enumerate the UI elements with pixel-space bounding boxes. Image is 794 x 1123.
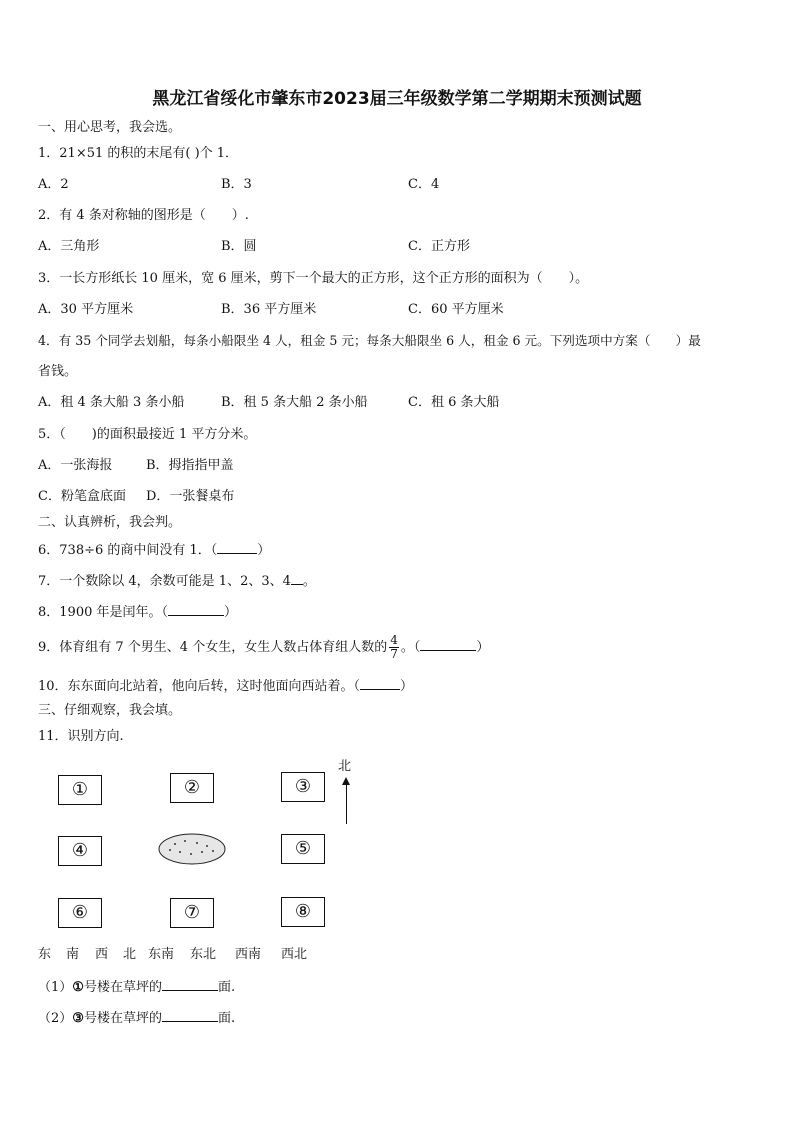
question-9-end: 。（ (400, 640, 421, 655)
question-9 (38, 632, 489, 664)
question-11-stem: 11．识别方向. (38, 729, 124, 744)
sub-question-end: 面. (217, 1011, 236, 1026)
north-label: 北 (338, 759, 352, 774)
section-3-heading: 三、仔细观察，我会填。 (38, 703, 182, 718)
fraction-4-7 (389, 634, 399, 661)
building-box-1: ① (58, 775, 102, 805)
question-2-option-c: C．正方形 (408, 239, 470, 254)
question-5-option-b: B．拇指指甲盖 (146, 458, 234, 473)
question-4-stem-line-1: 4．有 35 个同学去划船，每条小船限坐 4 人，租金 5 元；每条大船限坐 6 人，租金 6 元。下列选项中方案（ ）最 (38, 333, 701, 348)
section-2-heading: 二、认真辨析，我会判。 (38, 515, 182, 530)
direction-word-south: 南 (66, 947, 80, 962)
section-1-heading: 一、用心思考，我会选。 (38, 120, 182, 135)
question-5-stem: 5．（ )的面积最接近 1 平方分米。 (38, 427, 257, 442)
fraction-denominator: 7 (390, 647, 398, 661)
sub-question-number: （2） (38, 1011, 73, 1026)
answer-blank[interactable] (291, 572, 303, 585)
question-1-option-b: B．3 (221, 177, 252, 192)
question-2-option-b: B．圆 (221, 239, 257, 254)
lawn-ellipse (155, 830, 229, 868)
question-6-stem: 6．738÷6 的商中间没有 1．（ (38, 543, 218, 558)
building-box-2: ② (170, 773, 214, 803)
question-1-stem: 1．21×51 的积的末尾有( )个 1． (38, 146, 239, 161)
direction-word-north: 北 (123, 947, 137, 962)
question-1-option-a: A．2 (38, 177, 69, 192)
building-box-5: ⑤ (281, 834, 325, 864)
answer-blank[interactable] (217, 541, 257, 554)
page-title: 黑龙江省绥化市肇东市2023届三年级数学第二学期期末预测试题 (152, 89, 642, 109)
question-4-option-c: C．租 6 条大船 (408, 395, 500, 410)
direction-word-northwest: 西北 (281, 947, 308, 962)
question-4-option-b: B．租 5 条大船 2 条小船 (221, 395, 368, 410)
building-box-4: ④ (58, 836, 102, 866)
question-9-end2: ） (476, 640, 490, 655)
question-10-end: ） (400, 679, 414, 694)
question-3-option-b: B．36 平方厘米 (221, 302, 317, 317)
building-box-7: ⑦ (170, 898, 214, 928)
question-11-sub-1 (38, 978, 235, 996)
question-2-option-a: A．三角形 (38, 239, 100, 254)
question-7 (38, 572, 316, 590)
direction-word-southeast: 东南 (148, 947, 175, 962)
question-6 (38, 541, 270, 559)
question-3-stem: 3．一长方形纸长 10 厘米，宽 6 厘米，剪下一个最大的正方形，这个正方形的面积为（ ）。 (38, 271, 589, 286)
question-6-end: ） (257, 543, 271, 558)
sub-question-text: 号楼在草坪的 (83, 1011, 162, 1026)
building-box-3: ③ (281, 772, 325, 802)
question-8-stem: 8．1900 年是闰年。（ (38, 605, 168, 620)
answer-blank[interactable] (168, 603, 224, 616)
question-2-stem: 2．有 4 条对称轴的图形是（ ）. (38, 208, 249, 223)
question-8 (38, 603, 237, 621)
sub-question-number: （1） (38, 980, 73, 995)
question-3-option-c: C．60 平方厘米 (408, 302, 504, 317)
question-7-end: 。 (302, 574, 316, 589)
sub-question-text: 号楼在草坪的 (83, 980, 162, 995)
question-11-sub-2 (38, 1009, 235, 1027)
question-1-option-c: C．4 (408, 177, 440, 192)
answer-blank[interactable] (360, 677, 400, 690)
answer-blank[interactable] (420, 638, 476, 651)
north-arrow-shaft (346, 784, 347, 824)
building-number: ① (72, 980, 84, 995)
question-9-stem: 9．体育组有 7 个男生、4 个女生，女生人数占体育组人数的 (38, 640, 388, 655)
question-4-stem-line-2: 省钱。 (38, 364, 78, 379)
fraction-numerator: 4 (390, 633, 398, 647)
question-3-option-a: A．30 平方厘米 (38, 302, 134, 317)
direction-word-east: 东 (38, 947, 52, 962)
building-box-6: ⑥ (58, 898, 102, 928)
question-8-end: ） (224, 605, 238, 620)
direction-word-northeast: 东北 (190, 947, 217, 962)
answer-blank[interactable] (162, 1009, 218, 1022)
building-number: ③ (72, 1011, 84, 1026)
building-box-8: ⑧ (281, 897, 325, 927)
question-5-option-c: C．粉笔盒底面 (38, 489, 126, 504)
question-5-option-a: A．一张海报 (38, 458, 113, 473)
sub-question-end: 面. (217, 980, 236, 995)
answer-blank[interactable] (162, 978, 218, 991)
question-10-stem: 10．东东面向北站着，他向后转，这时他面向西站着。（ (38, 679, 361, 694)
question-7-stem: 7．一个数除以 4，余数可能是 1、2、3、4 (38, 574, 291, 589)
question-10 (38, 677, 413, 695)
direction-word-southwest: 西南 (235, 947, 262, 962)
question-4-option-a: A．租 4 条大船 3 条小船 (38, 395, 185, 410)
question-5-option-d: D．一张餐桌布 (146, 489, 235, 504)
direction-word-west: 西 (95, 947, 109, 962)
